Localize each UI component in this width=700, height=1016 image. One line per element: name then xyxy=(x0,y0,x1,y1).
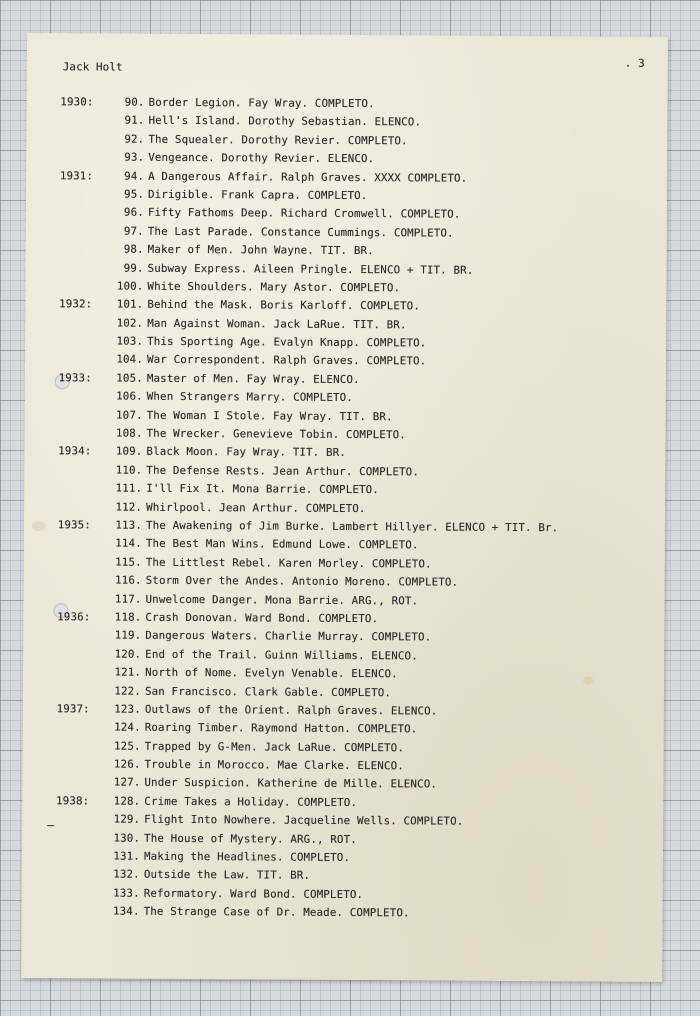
entry-number: 93. xyxy=(124,150,145,164)
entry-text: Whirlpool. Jean Arthur. COMPLETO. xyxy=(146,500,366,515)
entry-text: Trouble in Morocco. Mae Clarke. ELENCO. xyxy=(144,757,404,773)
entry-number: 123. xyxy=(114,702,141,716)
entry-number: 112. xyxy=(115,500,143,514)
year-label: 1931: xyxy=(59,168,94,182)
entry-number: 124. xyxy=(114,720,141,734)
entry-number: 104. xyxy=(116,353,144,367)
entry-text: San Francisco. Clark Gable. COMPLETO. xyxy=(144,684,392,699)
year-label: 1938: xyxy=(56,794,90,808)
year-label: 1937: xyxy=(56,702,90,716)
filmography-list xyxy=(22,95,668,926)
entry-text: Roaring Timber. Raymond Hatton. COMPLETO. xyxy=(144,721,418,736)
entry-number: 126. xyxy=(113,757,141,771)
entry-text: The Best Man Wins. Edmund Lowe. COMPLETO. xyxy=(145,537,419,552)
entry-text: Maker of Men. John Wayne. TIT. BR. xyxy=(147,242,374,258)
entry-text: Master of Men. Fay Wray. ELENCO. xyxy=(146,371,360,386)
entry-number: 106. xyxy=(116,389,143,403)
entry-text: Under Suspicion. Katherine de Mille. ELENCO. xyxy=(144,776,438,791)
entry-number: 107. xyxy=(116,408,143,422)
entry-text: The Woman I Stole. Fay Wray. TIT. BR. xyxy=(146,408,393,423)
page-number: . 3 xyxy=(624,56,645,70)
entry-text: Storm Over the Andes. Antonio Moreno. COMPLETO. xyxy=(145,573,459,589)
entry-number: 91. xyxy=(124,113,145,128)
entry-number: 116. xyxy=(115,573,142,587)
entry-number: 110. xyxy=(115,463,143,477)
entry-text: Outside the Law. TIT. BR. xyxy=(143,868,311,883)
entry-number: 132. xyxy=(113,867,140,882)
entry-number: 131. xyxy=(113,849,141,863)
year-label: 1932: xyxy=(59,297,93,311)
entry-text: The Squealer. Dorothy Revier. COMPLETO. xyxy=(148,132,408,148)
entry-text: Hell's Island. Dorothy Sebastian. ELENCO. xyxy=(148,114,422,129)
entry-text: Border Legion. Fay Wray. COMPLETO. xyxy=(148,95,375,111)
entry-text: Making the Headlines. COMPLETO. xyxy=(143,849,351,865)
entry-number: 98. xyxy=(123,242,144,256)
year-label: 1936: xyxy=(57,610,91,624)
entry-text: War Correspondent. Ralph Graves. COMPLETO. xyxy=(146,353,427,368)
entry-text: The Strange Case of Dr. Meade. COMPLETO. xyxy=(143,904,410,920)
entry-text: Unwelcome Danger. Mona Barrie. ARG., ROT. xyxy=(145,592,419,607)
entry-text: I'll Fix It. Mona Barrie. COMPLETO. xyxy=(146,481,380,497)
year-label: 1930: xyxy=(60,95,94,109)
entry-number: 113. xyxy=(115,518,143,532)
entry-number: 92. xyxy=(124,132,145,146)
header-name: Jack Holt xyxy=(62,60,123,74)
entry-text: Outlaws of the Orient. Ralph Graves. ELENCO. xyxy=(144,702,438,718)
entry-text: Crime Takes a Holiday. COMPLETO. xyxy=(144,794,358,809)
entry-text: The Wrecker. Genevieve Tobin. COMPLETO. xyxy=(146,426,406,442)
entry-number: 125. xyxy=(113,739,141,753)
entry-text: Black Moon. Fay Wray. TIT. BR. xyxy=(146,445,346,460)
entry-text: Reformatory. Ward Bond. COMPLETO. xyxy=(143,886,364,901)
entry-text: Vengeance. Dorothy Revier. ELENCO. xyxy=(148,150,375,166)
entry-text: Behind the Mask. Boris Karloff. COMPLETO. xyxy=(147,298,421,313)
entry-number: 121. xyxy=(114,665,142,679)
year-label: 1934: xyxy=(58,444,92,458)
entry-number: 133. xyxy=(113,886,140,900)
year-label: 1935: xyxy=(57,518,92,532)
entry-number: 102. xyxy=(116,316,144,330)
entry-text: The Last Parade. Constance Cummings. COMPLETO. xyxy=(147,224,454,240)
year-label: 1933: xyxy=(58,371,92,385)
typed-page xyxy=(21,33,668,982)
entry-number: 101. xyxy=(116,297,144,312)
entry-number: 94. xyxy=(124,169,145,183)
entry-number: 109. xyxy=(115,444,143,459)
entry-text: North of Nome. Evelyn Venable. ELENCO. xyxy=(145,665,398,681)
entry-text: The Littlest Rebel. Karen Morley. COMPLETO. xyxy=(145,555,432,571)
entry-number: 95. xyxy=(124,187,145,201)
entry-number: 108. xyxy=(115,426,143,440)
entry-number: 134. xyxy=(112,904,140,918)
entry-text: White Shoulders. Mary Astor. COMPLETO. xyxy=(147,279,401,295)
entry-number: 114. xyxy=(115,536,142,551)
entry-number: 97. xyxy=(123,224,144,238)
entry-number: 117. xyxy=(114,592,142,606)
entry-number: 120. xyxy=(114,647,142,661)
entry-number: 127. xyxy=(113,775,141,790)
entry-number: 96. xyxy=(123,205,144,220)
entry-number: 105. xyxy=(116,371,143,385)
entry-text: Subway Express. Aileen Pringle. ELENCO + TIT. BR. xyxy=(147,261,474,277)
entry-number: 90. xyxy=(124,95,145,109)
entry-text: Fifty Fathoms Deep. Richard Cromwell. COMPLETO. xyxy=(147,206,461,221)
entry-number: 99. xyxy=(123,261,144,275)
entry-text: Crash Donovan. Ward Bond. COMPLETO. xyxy=(145,610,379,626)
entry-text: The Awakening of Jim Burke. Lambert Hillyer. ELENCO + TIT. Br. xyxy=(145,518,559,535)
entry-text: Flight Into Nowhere. Jacqueline Wells. COMPLETO. xyxy=(144,812,464,828)
entry-text: A Dangerous Affair. Ralph Graves. XXXX COMPLETO. xyxy=(148,169,468,185)
entry-number: 118. xyxy=(114,610,142,624)
entry-text: Dirigible. Frank Capra. COMPLETO. xyxy=(147,187,368,203)
entry-number: 119. xyxy=(114,628,142,643)
list-item xyxy=(22,904,663,926)
entry-text: Man Against Woman. Jack LaRue. TIT. BR. xyxy=(147,316,407,332)
entry-number: 103. xyxy=(116,334,144,348)
entry-text: End of the Trail. Guinn Williams. ELENCO. xyxy=(145,647,418,663)
entry-number: 130. xyxy=(113,831,141,845)
entry-text: The Defense Rests. Jean Arthur. COMPLETO. xyxy=(146,463,420,479)
entry-number: 128. xyxy=(113,794,141,808)
entry-text: When Strangers Marry. COMPLETO. xyxy=(146,389,353,405)
entry-number: 129. xyxy=(113,812,141,826)
entry-text: Trapped by G-Men. Jack LaRue. COMPLETO. xyxy=(144,739,405,754)
entry-number: 122. xyxy=(114,684,142,698)
entry-number: 100. xyxy=(116,279,144,293)
entry-text: The House of Mystery. ARG., ROT. xyxy=(144,831,357,846)
entry-number: 115. xyxy=(115,555,142,569)
entry-text: This Sporting Age. Evalyn Knapp. COMPLETO. xyxy=(147,334,427,350)
entry-number: 111. xyxy=(115,481,143,495)
entry-text: Dangerous Waters. Charlie Murray. COMPLETO. xyxy=(145,629,432,644)
